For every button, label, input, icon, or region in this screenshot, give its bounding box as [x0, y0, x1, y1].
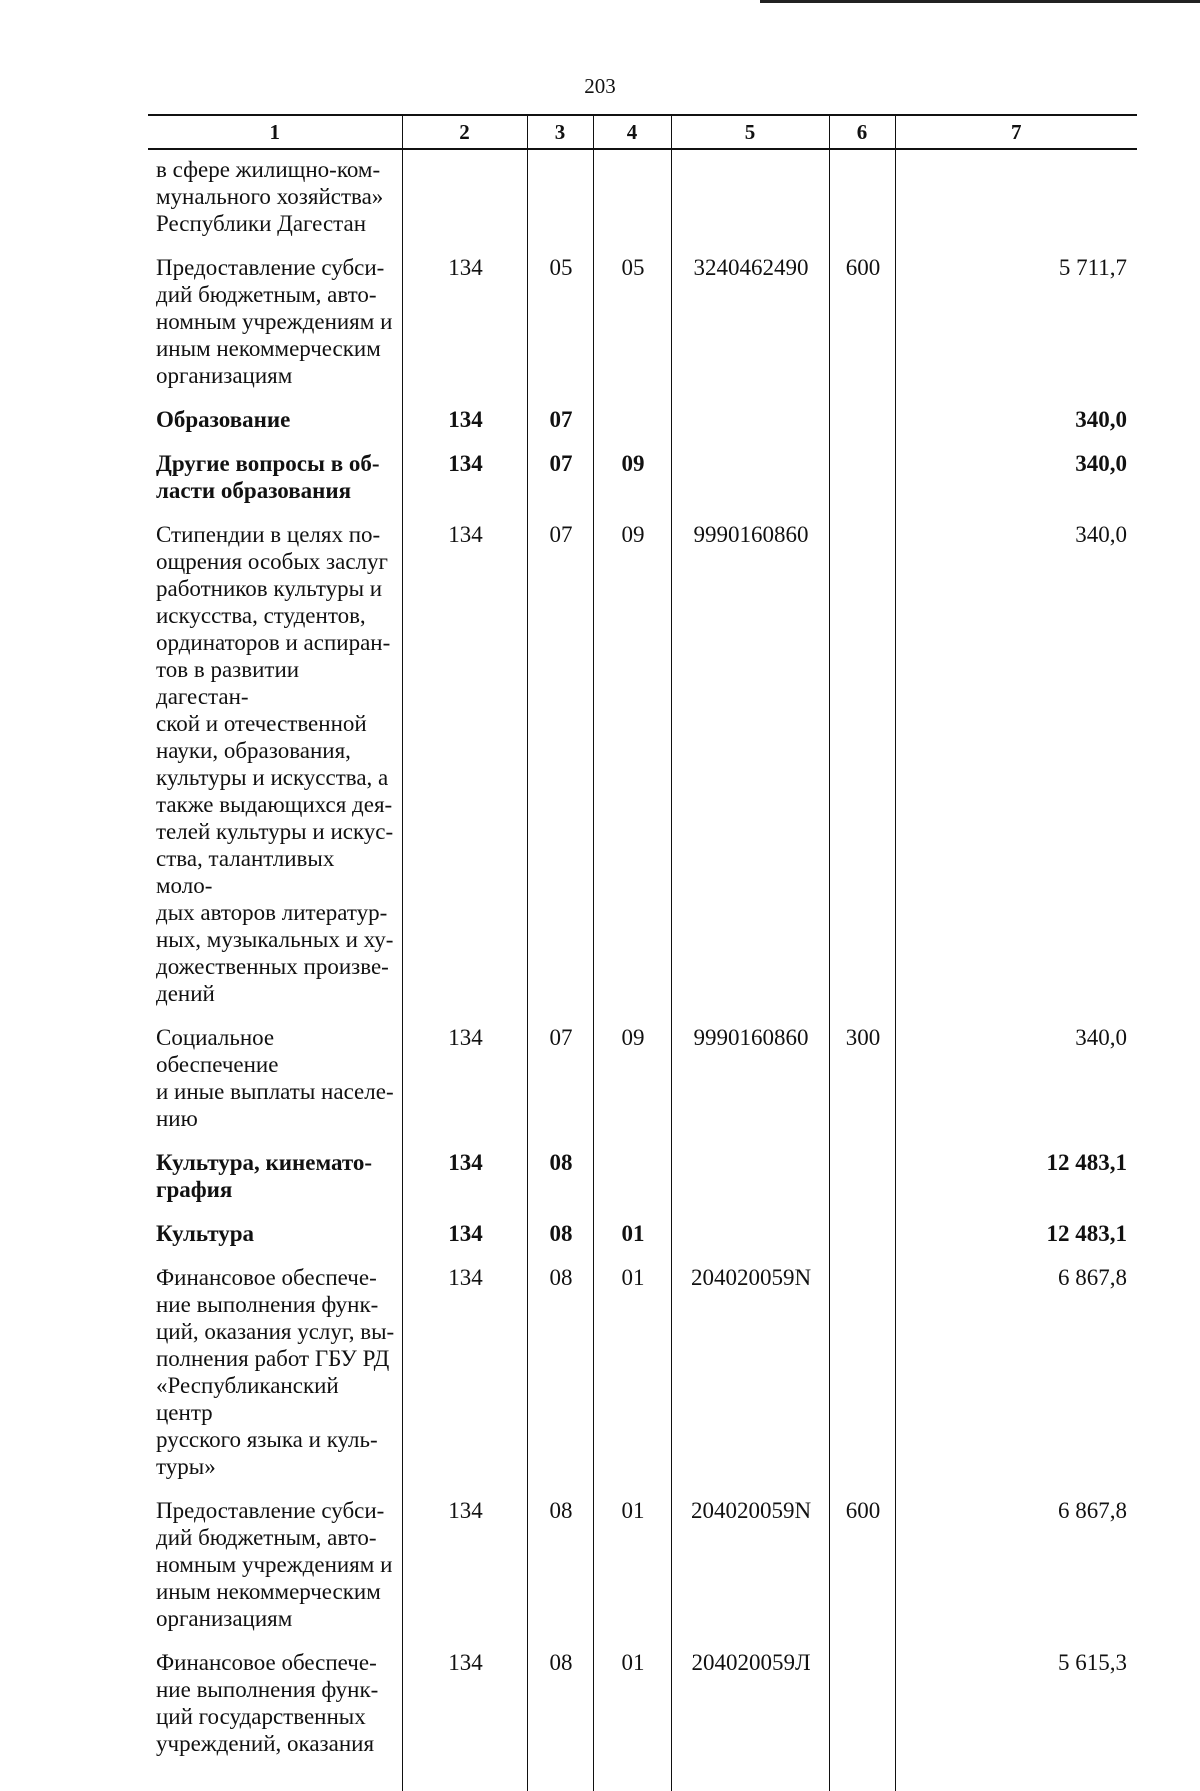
row-admin-code: 134: [402, 1141, 527, 1212]
row-subsection: 09: [593, 442, 671, 513]
row-amount: 6 867,8: [895, 1256, 1137, 1489]
row-admin-code: 134: [402, 1489, 527, 1641]
row-description: Стипендии в целях по- ощрения особых заслуг работников культуры и искусства, студентов, ординаторов и аспиран- тов в развитии дагестан- ской и отечественной науки, образования, культуры и искусства, а также выдающихся дея- телей культуры и искус- ства, талантливых моло- дых авторов литератур- ных, музыкальных и ху- дожественных произве- дений: [156, 522, 394, 1006]
row-subsection: [593, 149, 671, 246]
table-row: [148, 398, 1137, 442]
scan-edge-line: [760, 0, 1200, 3]
row-admin-code: 134: [402, 513, 527, 1016]
row-subsection: 09: [593, 513, 671, 1016]
row-section: 07: [527, 442, 593, 513]
row-admin-code: 134: [402, 1212, 527, 1256]
row-description: Социальное обеспечение и иные выплаты населе- нию: [156, 1025, 394, 1131]
column-header-6: 6: [829, 115, 895, 149]
row-subsection: 01: [593, 1489, 671, 1641]
row-admin-code: 134: [402, 442, 527, 513]
row-amount: 340,0: [895, 442, 1137, 513]
column-header-1: 1: [148, 115, 402, 149]
row-target-article: 204020059N: [671, 1489, 829, 1641]
row-description: Финансовое обеспече- ние выполнения функ- ций государственных учреждений, оказания: [156, 1650, 379, 1756]
row-target-article: 9990160860: [671, 1016, 829, 1141]
row-admin-code: 134: [402, 398, 527, 442]
row-subsection: [593, 398, 671, 442]
row-expense-type: [829, 1256, 895, 1489]
table-row: [148, 149, 1137, 246]
row-target-article: 3240462490: [671, 246, 829, 398]
row-section: 07: [527, 513, 593, 1016]
row-expense-type: [829, 513, 895, 1016]
table-row: [148, 1256, 1137, 1489]
row-amount: 6 867,8: [895, 1489, 1137, 1641]
row-amount: [895, 149, 1137, 246]
row-section: 08: [527, 1641, 593, 1791]
row-description: Образование: [156, 407, 291, 432]
table-header-row: [148, 115, 1137, 149]
row-expense-type: 600: [829, 1489, 895, 1641]
row-target-article: 204020059Л: [671, 1641, 829, 1791]
row-expense-type: [829, 1641, 895, 1791]
column-header-4: 4: [593, 115, 671, 149]
row-expense-type: [829, 149, 895, 246]
budget-table: [148, 114, 1137, 1791]
table-body: [148, 149, 1137, 1791]
row-subsection: 01: [593, 1212, 671, 1256]
row-admin-code: 134: [402, 1641, 527, 1791]
row-target-article: [671, 1141, 829, 1212]
table-row: [148, 1016, 1137, 1141]
row-description: Предоставление субси- дий бюджетным, авто- номным учреждениям и иным некоммерческим организациям: [156, 1498, 393, 1631]
table-row: [148, 1212, 1137, 1256]
row-admin-code: 134: [402, 1256, 527, 1489]
row-description: Культура: [156, 1221, 255, 1246]
row-expense-type: 300: [829, 1016, 895, 1141]
row-subsection: 01: [593, 1641, 671, 1791]
row-target-article: [671, 398, 829, 442]
row-section: 07: [527, 398, 593, 442]
row-target-article: [671, 1212, 829, 1256]
table-row: [148, 246, 1137, 398]
column-header-3: 3: [527, 115, 593, 149]
row-description: в сфере жилищно-ком- мунального хозяйства» Республики Дагестан: [156, 157, 384, 236]
row-section: 07: [527, 1016, 593, 1141]
row-expense-type: [829, 1212, 895, 1256]
row-expense-type: [829, 442, 895, 513]
row-amount: 340,0: [895, 513, 1137, 1016]
row-expense-type: [829, 1141, 895, 1212]
row-subsection: 09: [593, 1016, 671, 1141]
row-section: 08: [527, 1141, 593, 1212]
row-amount: 5 711,7: [895, 246, 1137, 398]
row-admin-code: 134: [402, 1016, 527, 1141]
row-amount: 340,0: [895, 1016, 1137, 1141]
row-amount: 5 615,3: [895, 1641, 1137, 1791]
row-admin-code: 134: [402, 246, 527, 398]
row-section: 08: [527, 1489, 593, 1641]
row-amount: 12 483,1: [895, 1212, 1137, 1256]
row-description: Культура, кинемато- графия: [156, 1150, 373, 1202]
row-admin-code: [402, 149, 527, 246]
row-target-article: 9990160860: [671, 513, 829, 1016]
column-header-7: 7: [895, 115, 1137, 149]
row-expense-type: [829, 398, 895, 442]
row-section: [527, 149, 593, 246]
row-subsection: 05: [593, 246, 671, 398]
row-subsection: 01: [593, 1256, 671, 1489]
column-header-5: 5: [671, 115, 829, 149]
row-amount: 340,0: [895, 398, 1137, 442]
row-amount: 12 483,1: [895, 1141, 1137, 1212]
row-section: 05: [527, 246, 593, 398]
row-section: 08: [527, 1212, 593, 1256]
page-number: 203: [584, 74, 616, 98]
column-header-2: 2: [402, 115, 527, 149]
table-row: [148, 1641, 1137, 1791]
table-row: [148, 513, 1137, 1016]
row-description: Предоставление субси- дий бюджетным, авто- номным учреждениям и иным некоммерческим организациям: [156, 255, 393, 388]
row-target-article: 204020059N: [671, 1256, 829, 1489]
row-section: 08: [527, 1256, 593, 1489]
row-expense-type: 600: [829, 246, 895, 398]
row-target-article: [671, 149, 829, 246]
row-description: Другие вопросы в об- ласти образования: [156, 451, 380, 503]
table-row: [148, 1141, 1137, 1212]
table-row: [148, 442, 1137, 513]
row-target-article: [671, 442, 829, 513]
row-subsection: [593, 1141, 671, 1212]
table-row: [148, 1489, 1137, 1641]
row-description: Финансовое обеспече- ние выполнения функ- ций, оказания услуг, вы- полнения работ ГБУ РД «Республиканский центр русского языка и куль- туры»: [156, 1265, 395, 1479]
